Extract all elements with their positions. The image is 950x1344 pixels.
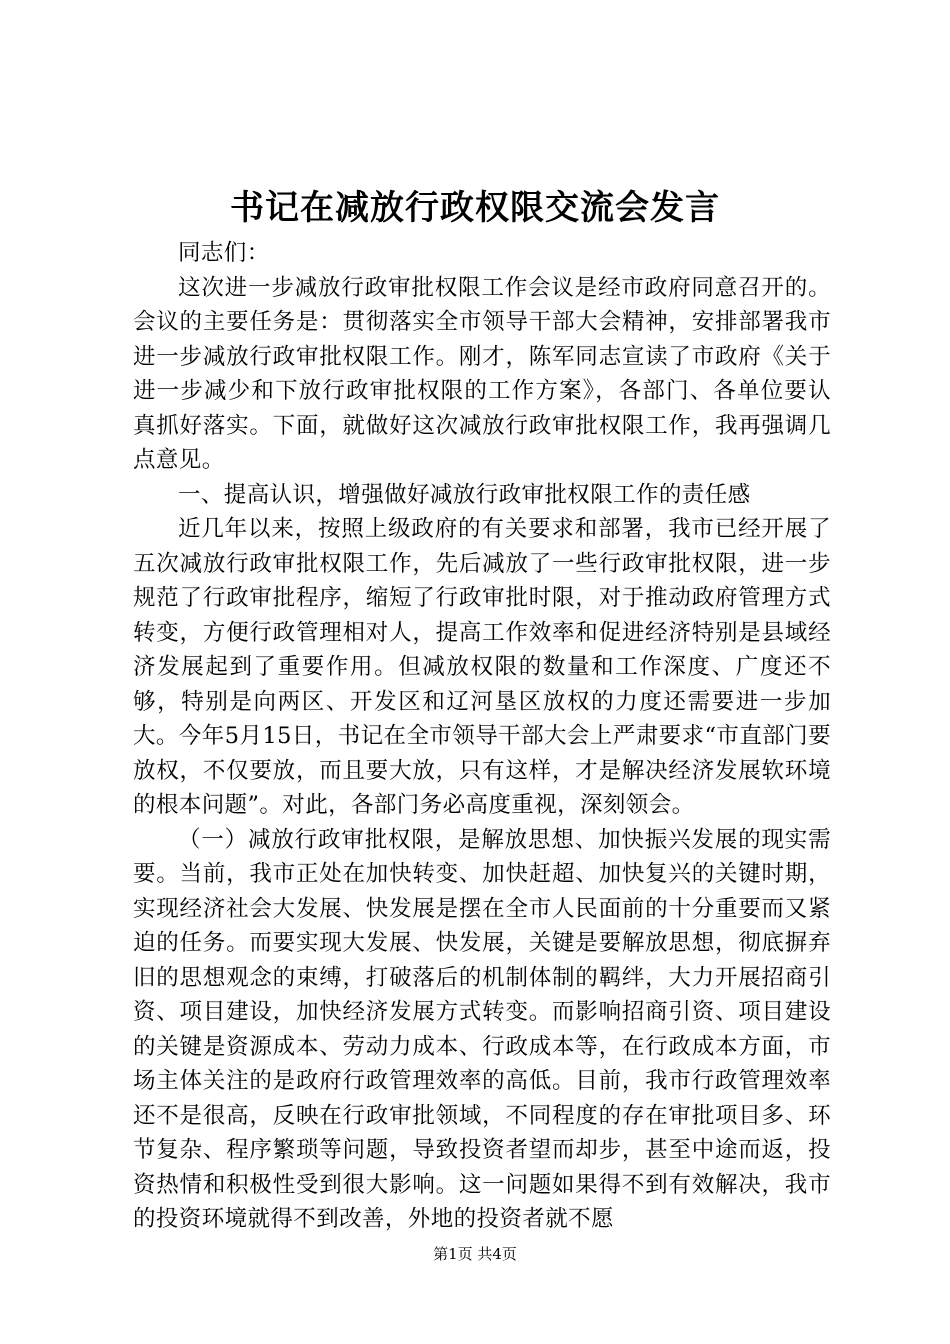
document-title: 书记在减放行政权限交流会发言	[230, 188, 720, 228]
subsection-paragraph: （一）减放行政审批权限，是解放思想、加快振兴发展的现实需要。当前，我市正处在加快转变、加快赶超、加快复兴的关键时期，实现经济社会大发展、快发展是摆在全市人民面前的十分重要而又紧迫的任务。而要实现大发展、快发展，关键是要解放思想，彻底摒弃旧的思想观念的束缚，打破落后的机制体制的羁绊，大力开展招商引资、项目建设，加快经济发展方式转变。而影响招商引资、项目建设的关键是资源成本、劳动力成本、行政成本等，在行政成本方面，市场主体关注的是政府行政管理效率的高低。目前，我市行政管理效率还不是很高，反映在行政审批领域，不同程度的存在审批项目多、环节复杂、程序繁琐等问题，导致投资者望而却步，甚至中途而返，投资热情和积极性受到很大影响。这一问题如果得不到有效解决，我市的投资环境就得不到改善，外地的投资者就不愿	[133, 826, 831, 1232]
intro-paragraph: 这次进一步减放行政审批权限工作会议是经市政府同意召开的。会议的主要任务是：贯彻落实全市领导干部大会精神，安排部署我市进一步减放行政审批权限工作。刚才，陈军同志宣读了市政府《关于进一步减少和下放行政审批权限的工作方案》，各部门、各单位要认真抓好落实。下面，就做好这次减放行政审批权限工作，我再强调几点意见。	[133, 274, 831, 473]
document-body	[133, 236, 831, 1237]
body-paragraph: 近几年以来，按照上级政府的有关要求和部署，我市已经开展了五次减放行政审批权限工作，先后减放了一些行政审批权限，进一步规范了行政审批程序，缩短了行政审批时限，对于推动政府管理方式转变，方便行政管理相对人，提高工作效率和促进经济特别是县域经济发展起到了重要作用。但减放权限的数量和工作深度、广度还不够，特别是向两区、开发区和辽河垦区放权的力度还需要进一步加大。今年5月15日，书记在全市领导干部大会上严肃要求“市直部门要放权，不仅要放，而且要大放，只有这样，才是解决经济发展软环境的根本问题”。对此，各部门务必高度重视，深刻领会。	[133, 516, 831, 818]
section-heading: 一、提高认识，增强做好减放行政审批权限工作的责任感	[178, 481, 751, 508]
salutation-paragraph: 同志们：	[178, 240, 270, 266]
page-number-footer: 第1页 共4页	[433, 1245, 517, 1263]
